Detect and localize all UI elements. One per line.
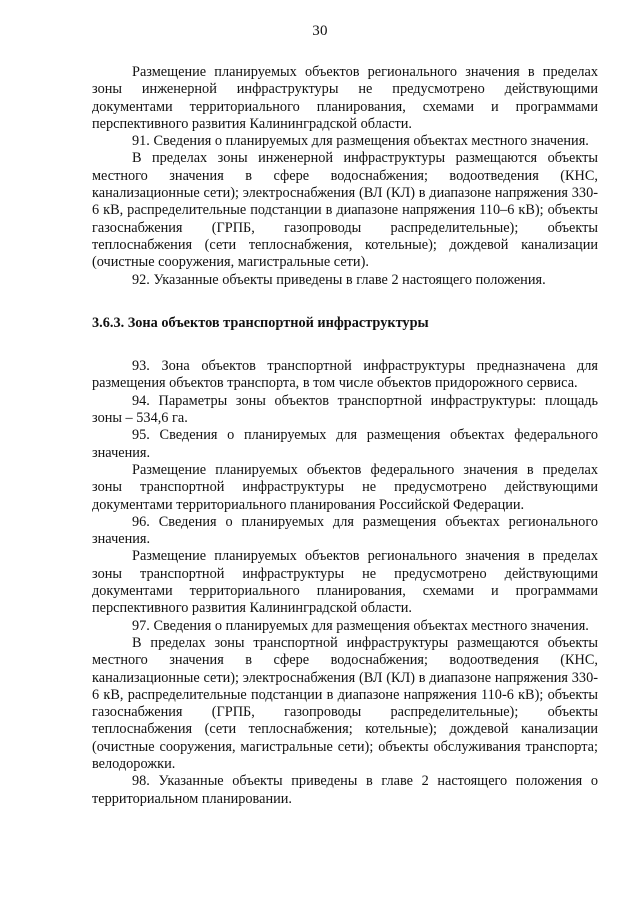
paragraph-engineering-local-objects: В пределах зоны инженерной инфраструктуры размещаются объекты местного значения в сфере водоснабжения; водоотведения (КНС, канализационные сети); электроснабжения (ВЛ (КЛ) в диапазоне напряжения 330-6 кВ, распределительные подстанции в диапазоне напряжения 110–6 кВ); объекты газоснабжения (ГРПБ, газопроводы распределительные); объекты теплоснабжения (сети теплоснабжения, котельные); дождевой канализации (очистные сооружения, магистральные сети). <box>92 150 598 271</box>
paragraph-federal-transport: Размещение планируемых объектов федерального значения в пределах зоны транспортной инфраструктуры не предусмотрено действующими документами территориального планирования Российской Федерации. <box>92 461 598 513</box>
paragraph-transport-local-objects: В пределах зоны транспортной инфраструктуры размещаются объекты местного значения в сфере водоснабжения; водоотведения (КНС, канализационные сети); электроснабжения (ВЛ (КЛ) в диапазоне напряжения 330-6 кВ, распределительные подстанции в диапазоне напряжения 110-6 кВ); объекты газоснабжения (ГРПБ, газопроводы распределительные); объекты теплоснабжения (сети теплоснабжения; котельные); дождевой канализации (очистные сооружения, магистральные сети); объекты обслуживания транспорта; велодорожки. <box>92 634 598 772</box>
section-heading: 3.6.3. Зона объектов транспортной инфраструктуры <box>92 314 429 331</box>
paragraph-92: 92. Указанные объекты приведены в главе 2 настоящего положения. <box>132 271 546 288</box>
paragraph-regional-transport: Размещение планируемых объектов регионального значения в пределах зоны транспортной инфраструктуры не предусмотрено действующими документами территориального планирования, схемами и программами перспективного развития Калининградской области. <box>92 548 598 617</box>
paragraph-96: 96. Сведения о планируемых для размещения объектах регионального значения. <box>92 513 598 548</box>
document-body <box>92 64 598 808</box>
page-number: 30 <box>312 23 328 39</box>
paragraph-regional-engineering: Размещение планируемых объектов регионального значения в пределах зоны инженерной инфраструктуры не предусмотрено действующими документами территориального планирования, схемами и программами перспективного развития Калининградской области. <box>92 64 598 132</box>
paragraph-94: 94. Параметры зоны объектов транспортной инфраструктуры: площадь зоны – 534,6 га. <box>92 392 598 427</box>
paragraph-97: 97. Сведения о планируемых для размещения объектах местного значения. <box>132 617 589 634</box>
paragraph-91: 91. Сведения о планируемых для размещения объектах местного значения. <box>132 133 589 150</box>
paragraph-93: 93. Зона объектов транспортной инфраструктуры предназначена для размещения объектов транспорта, в том числе объектов придорожного сервиса. <box>92 358 598 392</box>
paragraph-95: 95. Сведения о планируемых для размещения объектах федерального значения. <box>92 427 598 461</box>
paragraph-98: 98. Указанные объекты приведены в главе 2 настоящего положения о территориальном планировании. <box>92 773 598 807</box>
